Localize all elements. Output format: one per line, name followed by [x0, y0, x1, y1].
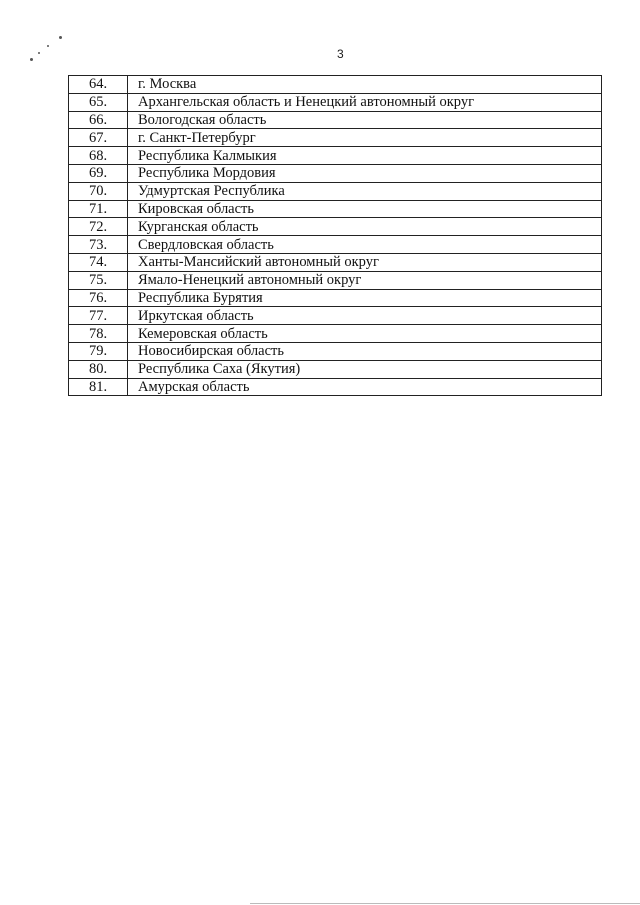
row-number-cell: 72. — [69, 218, 128, 236]
table-row — [69, 76, 602, 94]
page-number: 3 — [337, 47, 344, 61]
table-row — [69, 147, 602, 165]
row-number-cell: 65. — [69, 93, 128, 111]
region-name-cell: Ямало-Ненецкий автономный округ — [128, 271, 602, 289]
scan-speck — [47, 45, 49, 47]
regions-table-body — [69, 76, 602, 396]
table-row — [69, 378, 602, 396]
region-name-cell: Республика Мордовия — [128, 164, 602, 182]
row-number-cell: 66. — [69, 111, 128, 129]
region-name-cell: Ханты-Мансийский автономный округ — [128, 253, 602, 271]
table-row — [69, 307, 602, 325]
region-name-cell: Удмуртская Республика — [128, 182, 602, 200]
table-row — [69, 325, 602, 343]
row-number-cell: 70. — [69, 182, 128, 200]
row-number-cell: 74. — [69, 253, 128, 271]
row-number-cell: 77. — [69, 307, 128, 325]
row-number-cell: 78. — [69, 325, 128, 343]
table-row — [69, 253, 602, 271]
table-row — [69, 164, 602, 182]
region-name-cell: г. Санкт-Петербург — [128, 129, 602, 147]
region-name-cell: Республика Бурятия — [128, 289, 602, 307]
table-row — [69, 218, 602, 236]
row-number-cell: 76. — [69, 289, 128, 307]
region-name-cell: Вологодская область — [128, 111, 602, 129]
region-name-cell: Кемеровская область — [128, 325, 602, 343]
row-number-cell: 81. — [69, 378, 128, 396]
table-row — [69, 93, 602, 111]
row-number-cell: 80. — [69, 360, 128, 378]
region-name-cell: Амурская область — [128, 378, 602, 396]
region-name-cell: Республика Калмыкия — [128, 147, 602, 165]
regions-table — [68, 75, 602, 396]
row-number-cell: 64. — [69, 76, 128, 94]
region-name-cell: г. Москва — [128, 76, 602, 94]
region-name-cell: Свердловская область — [128, 236, 602, 254]
region-name-cell: Республика Саха (Якутия) — [128, 360, 602, 378]
table-row — [69, 182, 602, 200]
table-row — [69, 271, 602, 289]
row-number-cell: 73. — [69, 236, 128, 254]
region-name-cell: Новосибирская область — [128, 342, 602, 360]
table-row — [69, 111, 602, 129]
table-row — [69, 360, 602, 378]
table-row — [69, 129, 602, 147]
table-row — [69, 289, 602, 307]
region-name-cell: Кировская область — [128, 200, 602, 218]
scan-edge-line — [250, 903, 640, 904]
region-name-cell: Курганская область — [128, 218, 602, 236]
row-number-cell: 75. — [69, 271, 128, 289]
row-number-cell: 71. — [69, 200, 128, 218]
table-row — [69, 236, 602, 254]
row-number-cell: 68. — [69, 147, 128, 165]
row-number-cell: 79. — [69, 342, 128, 360]
region-name-cell: Иркутская область — [128, 307, 602, 325]
row-number-cell: 69. — [69, 164, 128, 182]
table-row — [69, 200, 602, 218]
scan-speck — [30, 58, 33, 61]
region-name-cell: Архангельская область и Ненецкий автономный округ — [128, 93, 602, 111]
row-number-cell: 67. — [69, 129, 128, 147]
table-row — [69, 342, 602, 360]
scan-speck — [38, 52, 40, 54]
scan-speck — [59, 36, 62, 39]
